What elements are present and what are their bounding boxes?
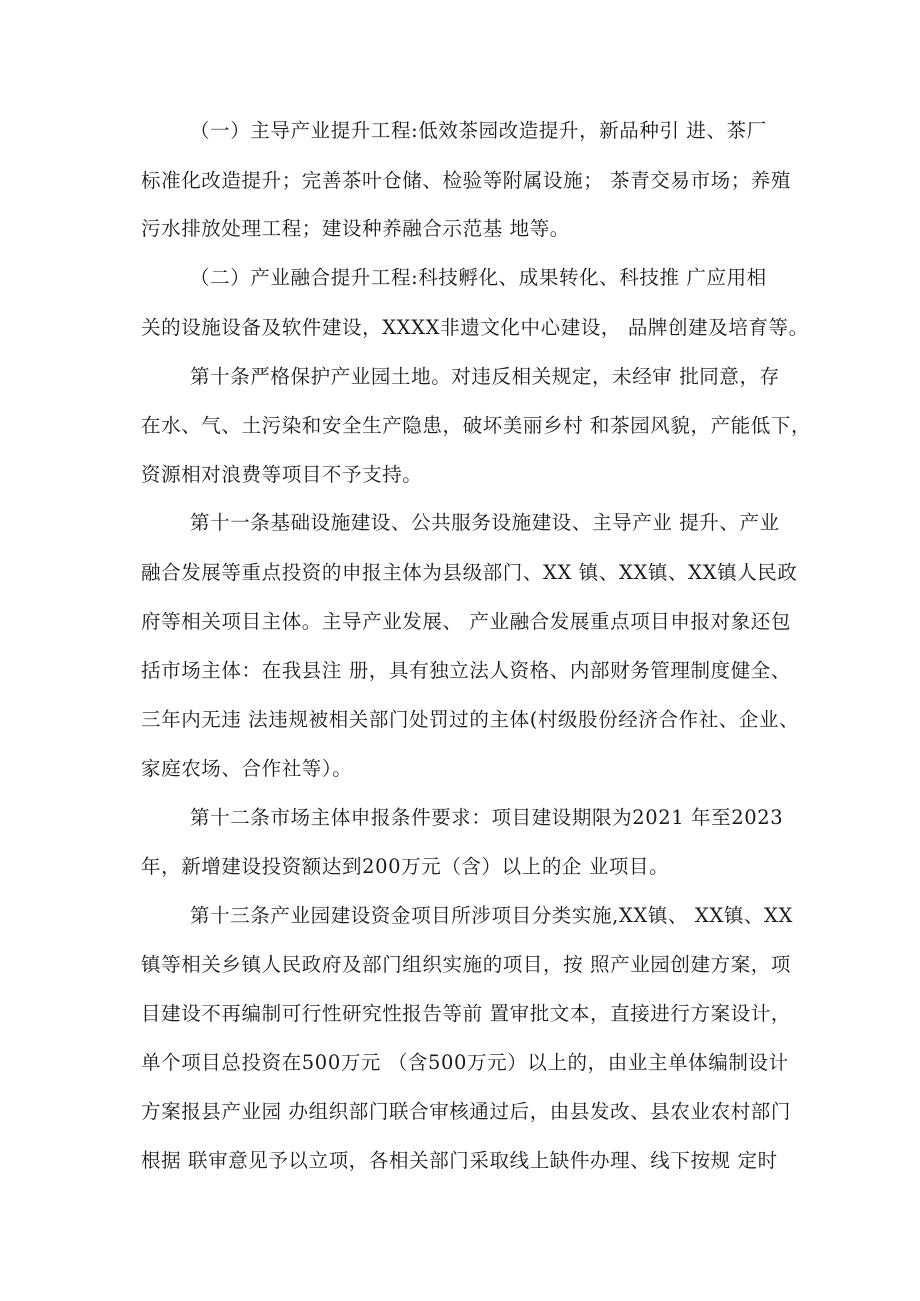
text-line: 单个项目总投资在500万元 （含500万元）以上的，由业主单体编制设计 [141, 1051, 789, 1074]
text-line: 根据 联审意见予以立项，各相关部门采取线上缺件办理、线下按规 定时 [141, 1149, 778, 1172]
text-line: 第十条严格保护产业园土地。对违反相关规定，未经审 批同意，存 [190, 365, 780, 388]
text-line: 污水排放处理工程；建设种养融合示范基 地等。 [141, 217, 570, 240]
text-line: 融合发展等重点投资的申报主体为县级部门、XX 镇、XX镇、XX镇人民政 [141, 561, 798, 584]
text-line: （一）主导产业提升工程:低效茶园改造提升，新品种引 进、茶厂 [190, 119, 767, 142]
text-line: 年，新增建设投资额达到200万元（含）以上的企 业项目。 [141, 855, 670, 878]
text-line: 标准化改造提升；完善茶叶仓储、检验等附属设施； 茶青交易市场；养殖 [141, 169, 791, 192]
text-line: 方案报县产业园 办组织部门联合审核通过后，由县发改、县农业农村部门 [141, 1100, 791, 1123]
text-line: 家庭农场、合作社等）。 [141, 757, 353, 780]
text-line: 资源相对浪费等项目不予支持。 [141, 463, 423, 486]
text-line: （二）产业融合提升工程:科技孵化、成果转化、科技推 广应用相 [190, 266, 767, 289]
text-line: 关的设施设备及软件建设，XXXX非遗文化中心建设， 品牌创建及培育等。 [141, 316, 809, 339]
text-line: 目建设不再编制可行性研究性报告等前 置审批文本，直接进行方案设计， [141, 1002, 791, 1025]
text-line: 第十三条产业园建设资金项目所涉项目分类实施,XX镇、 XX镇、XX [190, 904, 793, 927]
text-line: 括市场主体：在我县注 册，具有独立法人资格、内部财务管理制度健全、 [141, 659, 791, 682]
text-line: 第十二条市场主体申报条件要求：项目建设期限为2021 年至2023 [190, 806, 784, 829]
text-line: 第十一条基础设施建设、公共服务设施建设、主导产业 提升、产业 [190, 511, 780, 534]
text-line: 三年内无违 法违规被相关部门处罚过的主体(村级股份经济合作社、企业、 [141, 708, 800, 731]
text-line: 在水、气、土污染和安全生产隐患，破坏美丽乡村 和茶园风貌，产能低下， [141, 414, 812, 437]
text-line: 镇等相关乡镇人民政府及部门组织实施的项目，按 照产业园创建方案，项 [141, 953, 791, 976]
text-line: 府等相关项目主体。主导产业发展、 产业融合发展重点项目申报对象还包 [141, 610, 791, 633]
